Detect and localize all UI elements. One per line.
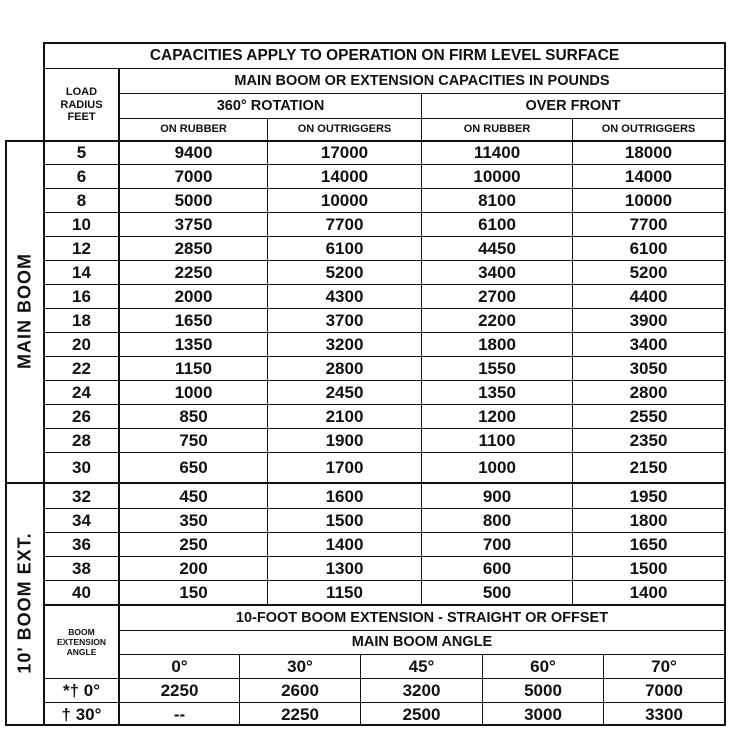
main-boom-angle-cell: 0° (171, 657, 188, 676)
extension-capacity-cell: 3300 (645, 704, 683, 724)
extension-capacity-cell: 3000 (524, 704, 562, 724)
extension-capacity-cell: 5000 (524, 680, 562, 700)
rotation-rubber-cell: 2850 (174, 239, 213, 258)
chart-title: CAPACITIES APPLY TO OPERATION ON FIRM LEVEL SURFACE (149, 47, 620, 65)
rotation-rubber-cell: 1000 (174, 383, 213, 402)
front-outriggers-cell: 1500 (629, 559, 668, 578)
front-outriggers-cell: 2150 (629, 457, 668, 477)
rotation-360-header: 360° ROTATION (216, 97, 325, 114)
rotation-outriggers-cell: 3200 (325, 335, 364, 354)
front-rubber-cell: 4450 (478, 239, 516, 258)
radius-cell: 22 (72, 359, 91, 378)
load-radius-header (45, 70, 118, 140)
front-rubber-cell: 1550 (478, 359, 516, 378)
radius-cell: 28 (72, 431, 91, 450)
radius-cell: 12 (72, 239, 91, 258)
main-boom-angle-cell: 30° (287, 657, 313, 676)
front-outriggers-cell: 5200 (629, 263, 668, 282)
radius-cell: 6 (76, 167, 87, 186)
radius-cell: 36 (72, 535, 91, 554)
front-outriggers-cell: 18000 (624, 143, 673, 162)
rotation-outriggers-cell: 17000 (320, 143, 369, 162)
front-rubber-cell: 3400 (478, 263, 516, 282)
radius-cell: 32 (72, 486, 91, 506)
rotation-outriggers-cell: 6100 (325, 239, 364, 258)
main-boom-angle-header: MAIN BOOM ANGLE (351, 634, 493, 651)
front-outriggers-cell: 7700 (629, 215, 668, 234)
rotation-outriggers-cell: 1400 (325, 535, 364, 554)
boom-ext-label: 10' BOOM EXT. (14, 532, 35, 674)
radius-cell: 8 (76, 191, 87, 210)
rot-rubber-header: ON RUBBER (160, 123, 227, 136)
load-radius-line: RADIUS (60, 98, 103, 111)
rotation-outriggers-cell: 1500 (325, 511, 364, 530)
rotation-outriggers-cell: 4300 (325, 287, 364, 306)
extension-angle-label: † 30° (61, 704, 102, 724)
rotation-rubber-cell: 9400 (174, 143, 213, 162)
front-outriggers-cell: 10000 (624, 191, 673, 210)
front-rubber-cell: 800 (482, 511, 512, 530)
front-outriggers-cell: 14000 (624, 167, 673, 186)
radius-cell: 40 (72, 583, 91, 602)
radius-cell: 5 (76, 143, 87, 162)
front-outriggers-cell: 3050 (629, 359, 668, 378)
front-rubber-cell: 1200 (478, 407, 516, 426)
rotation-rubber-cell: 750 (179, 431, 208, 450)
front-rubber-cell: 2200 (478, 311, 516, 330)
rotation-outriggers-cell: 2800 (325, 359, 364, 378)
rotation-rubber-cell: 150 (179, 583, 208, 602)
front-outriggers-cell: 1650 (629, 535, 668, 554)
rotation-outriggers-cell: 2450 (325, 383, 364, 402)
radius-cell: 18 (72, 311, 91, 330)
radius-cell: 34 (72, 511, 91, 530)
front-rubber-cell: 900 (482, 486, 512, 506)
front-rubber-cell: 1100 (478, 431, 516, 450)
radius-cell: 30 (72, 457, 91, 477)
front-outriggers-cell: 4400 (629, 287, 668, 306)
boom-extension-angle-line: EXTENSION (56, 636, 107, 647)
rotation-outriggers-cell: 2100 (325, 407, 364, 426)
rotation-rubber-cell: 2250 (174, 263, 213, 282)
front-rubber-cell: 600 (482, 559, 512, 578)
rotation-rubber-cell: 3750 (174, 215, 213, 234)
main-boom-angle-cell: 45° (408, 657, 435, 676)
rotation-rubber-cell: 1150 (175, 359, 212, 378)
extension-capacity-cell: 3200 (402, 680, 441, 700)
front-rubber-cell: 500 (482, 583, 512, 602)
front-outriggers-cell: 1800 (629, 511, 668, 530)
load-radius-line: FEET (67, 111, 96, 124)
front-rubber-header: ON RUBBER (463, 123, 531, 136)
front-rubber-cell: 700 (482, 535, 512, 554)
radius-cell: 16 (72, 287, 91, 306)
front-outriggers-cell: 2350 (629, 431, 668, 450)
rotation-rubber-cell: 650 (179, 457, 208, 477)
main-boom-label: MAIN BOOM (14, 253, 35, 369)
rotation-outriggers-cell: 10000 (320, 191, 369, 210)
rotation-outriggers-cell: 3700 (325, 311, 364, 330)
front-outriggers-cell: 3400 (629, 335, 668, 354)
front-outriggers-header: ON OUTRIGGERS (601, 123, 696, 136)
extension-capacity-cell: 7000 (645, 680, 683, 700)
boom-extension-angle-line: ANGLE (66, 647, 97, 658)
rotation-outriggers-cell: 1600 (325, 486, 364, 506)
boom-extension-angle-header (45, 606, 118, 678)
rotation-rubber-cell: 1350 (174, 335, 213, 354)
load-radius-line: LOAD (65, 86, 98, 99)
main-boom-angle-cell: 70° (651, 657, 677, 676)
capacities-header: MAIN BOOM OR EXTENSION CAPACITIES IN POUNDS (234, 72, 610, 89)
extension-capacity-cell: 2250 (160, 680, 199, 700)
radius-cell: 20 (72, 335, 91, 354)
extension-title: 10-FOOT BOOM EXTENSION - STRAIGHT OR OFFSET (235, 609, 609, 626)
front-rubber-cell: 1000 (478, 457, 516, 477)
front-rubber-cell: 1800 (478, 335, 516, 354)
over-front-header: OVER FRONT (525, 97, 621, 114)
rotation-outriggers-cell: 1150 (326, 583, 363, 602)
front-rubber-cell: 6100 (478, 215, 516, 234)
rotation-outriggers-cell: 1900 (325, 431, 364, 450)
rotation-outriggers-cell: 1300 (325, 559, 364, 578)
extension-capacity-cell: 2600 (281, 680, 319, 700)
radius-cell: 26 (72, 407, 91, 426)
rotation-rubber-cell: 5000 (174, 191, 213, 210)
front-outriggers-cell: 3900 (629, 311, 668, 330)
front-rubber-cell: 2700 (478, 287, 516, 306)
extension-capacity-cell: 2250 (281, 704, 319, 724)
extension-capacity-cell: -- (173, 704, 186, 724)
rotation-rubber-cell: 250 (179, 535, 208, 554)
main-boom-angle-cell: 60° (530, 657, 556, 676)
front-outriggers-cell: 2800 (629, 383, 668, 402)
front-outriggers-cell: 6100 (629, 239, 668, 258)
extension-capacity-cell: 2500 (402, 704, 441, 724)
front-outriggers-cell: 1950 (629, 486, 668, 506)
radius-cell: 24 (72, 383, 91, 402)
rotation-rubber-cell: 850 (179, 407, 208, 426)
radius-cell: 10 (72, 215, 91, 234)
rotation-rubber-cell: 2000 (174, 287, 213, 306)
boom-extension-angle-line: BOOM (68, 626, 95, 637)
rotation-outriggers-cell: 1700 (325, 457, 364, 477)
rotation-rubber-cell: 200 (179, 559, 208, 578)
rotation-rubber-cell: 350 (179, 511, 208, 530)
extension-angle-label: *† 0° (62, 680, 101, 700)
front-outriggers-cell: 2550 (629, 407, 668, 426)
rotation-rubber-cell: 1650 (174, 311, 213, 330)
rotation-outriggers-cell: 14000 (320, 167, 369, 186)
front-rubber-cell: 10000 (473, 167, 521, 186)
front-rubber-cell: 1350 (478, 383, 516, 402)
rotation-outriggers-cell: 5200 (325, 263, 364, 282)
rot-outriggers-header: ON OUTRIGGERS (297, 123, 392, 136)
rotation-rubber-cell: 450 (179, 486, 208, 506)
rotation-rubber-cell: 7000 (174, 167, 213, 186)
rotation-outriggers-cell: 7700 (325, 215, 364, 234)
radius-cell: 14 (72, 263, 91, 282)
front-rubber-cell: 11400 (473, 143, 521, 162)
front-outriggers-cell: 1400 (629, 583, 668, 602)
radius-cell: 38 (72, 559, 91, 578)
front-rubber-cell: 8100 (478, 191, 516, 210)
